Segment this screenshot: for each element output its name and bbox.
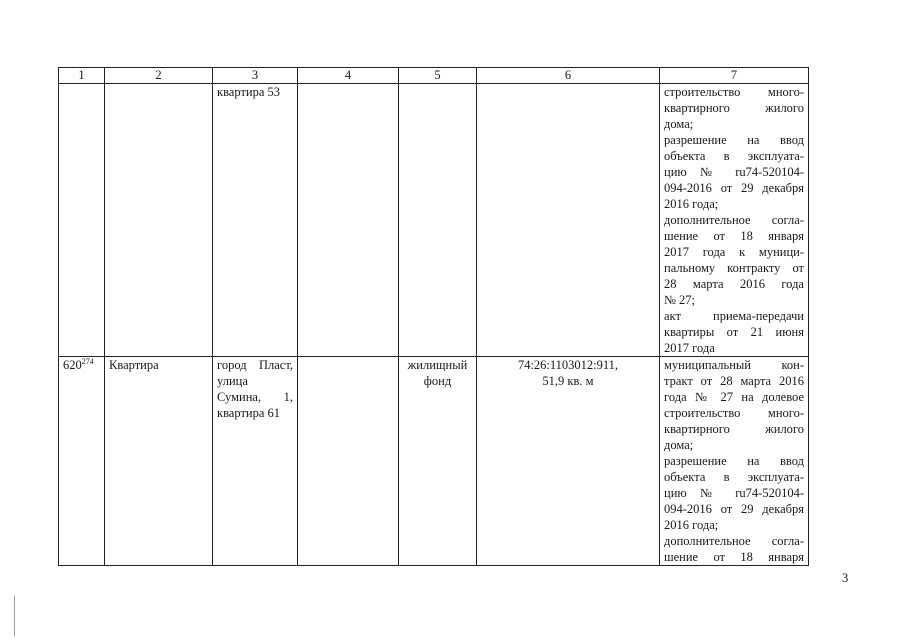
- doc-line: 094-2016 от 29 декабря: [664, 502, 804, 516]
- row-cadastral-cell: [477, 357, 660, 566]
- cont-col4-cell: [298, 84, 399, 357]
- row-col4-cell: [298, 357, 399, 566]
- row-address-cell: [213, 357, 298, 566]
- row-number: 620: [63, 358, 82, 372]
- cont-docs-cell: [660, 84, 809, 357]
- address-tail: квартира 53: [217, 85, 281, 99]
- doc-line: дома;: [664, 438, 694, 452]
- row-docs-cell: [660, 357, 809, 566]
- cadastral-line: 51,9 кв. м: [542, 374, 594, 388]
- doc-line: 2017 года: [664, 341, 715, 355]
- property-table: [58, 67, 809, 566]
- doc-line: объекта в эксплуата-: [664, 149, 804, 163]
- cont-cadastral-cell: [477, 84, 660, 357]
- address-line: город Пласт,: [217, 358, 293, 372]
- doc-line: квартиры от 21 июня: [664, 325, 804, 339]
- cont-name-cell: [105, 84, 213, 357]
- cont-fund-cell: [399, 84, 477, 357]
- doc-line: строительство много-: [664, 406, 804, 420]
- doc-line: акт приема-передачи: [664, 309, 804, 323]
- doc-line: 2016 года;: [664, 197, 719, 211]
- doc-line: разрешение на ввод: [664, 133, 804, 147]
- row-name-cell: [105, 357, 213, 566]
- doc-line: 2017 года к муници-: [664, 245, 804, 259]
- doc-line: шение от 18 января: [664, 550, 804, 564]
- doc-line: разрешение на ввод: [664, 454, 804, 468]
- doc-line: цию № ru74-520104-: [664, 486, 804, 500]
- doc-line: муниципальный кон-: [664, 358, 804, 372]
- doc-line: 094-2016 от 29 декабря: [664, 181, 804, 195]
- doc-line: квартирного жилого: [664, 101, 804, 115]
- row-name: Квартира: [109, 358, 159, 372]
- doc-line: строительство много-: [664, 85, 804, 99]
- doc-line: квартирного жилого: [664, 422, 804, 436]
- header-col-7: 7: [660, 68, 809, 84]
- cont-address-cell: [213, 84, 298, 357]
- row-number-cell: [59, 357, 105, 566]
- header-col-2: 2: [105, 68, 213, 84]
- cadastral-line: 74:26:1103012:911,: [517, 358, 619, 372]
- row-number-footnote: 274: [81, 356, 94, 366]
- header-col-3: 3: [213, 68, 298, 84]
- header-col-1: 1: [59, 68, 105, 84]
- doc-line: года № 27 на долевое: [664, 390, 804, 404]
- header-col-6: 6: [477, 68, 660, 84]
- header-col-5: 5: [399, 68, 477, 84]
- table-header-row: [59, 68, 809, 84]
- doc-line: 2016 года;: [664, 518, 719, 532]
- address-line: квартира 61: [217, 406, 281, 420]
- scan-margin-mark: [14, 596, 15, 636]
- doc-line: дополнительное согла-: [664, 213, 804, 227]
- doc-line: объекта в эксплуата-: [664, 470, 804, 484]
- fund-line: фонд: [423, 374, 452, 388]
- table-row-620: [59, 357, 809, 566]
- doc-line: № 27;: [664, 293, 696, 307]
- address-line: улица: [217, 374, 248, 388]
- doc-line: пальному контракту от: [664, 261, 804, 275]
- doc-line: шение от 18 января: [664, 229, 804, 243]
- table-row-continued: [59, 84, 809, 357]
- cont-number-cell: [59, 84, 105, 357]
- page-number: 3: [842, 571, 849, 585]
- fund-line: жилищный: [407, 358, 468, 372]
- doc-line: цию № ru74-520104-: [664, 165, 804, 179]
- doc-line: тракт от 28 марта 2016: [664, 374, 804, 388]
- doc-line: 28 марта 2016 года: [664, 277, 804, 291]
- doc-line: дома;: [664, 117, 694, 131]
- address-line: Сумина, 1,: [217, 390, 293, 404]
- doc-line: дополнительное согла-: [664, 534, 804, 548]
- header-col-4: 4: [298, 68, 399, 84]
- row-fund-cell: [399, 357, 477, 566]
